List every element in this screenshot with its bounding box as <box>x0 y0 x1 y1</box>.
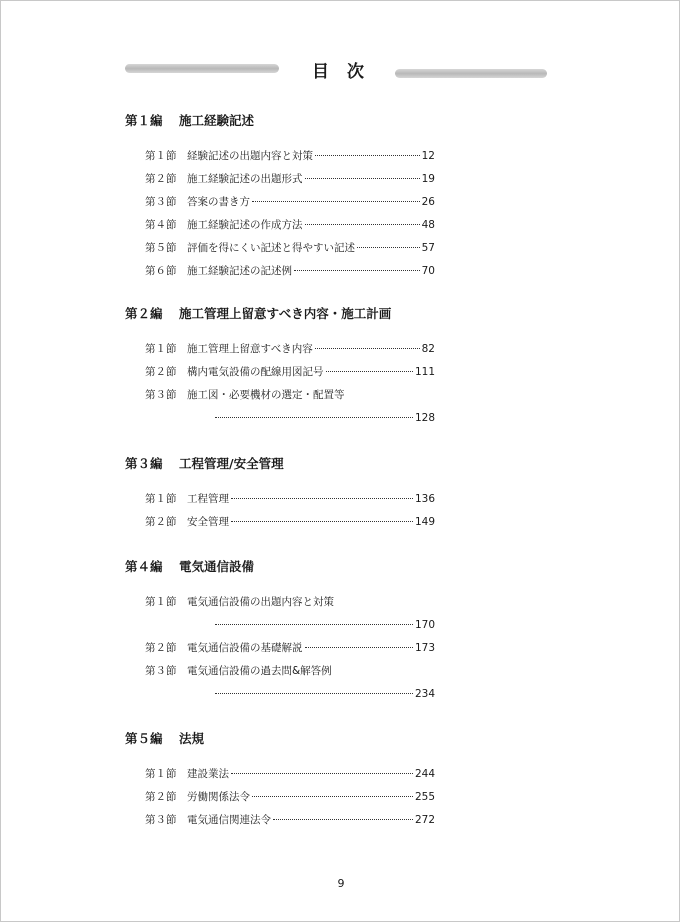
part-2 <box>125 304 445 430</box>
part-number: 第３編 <box>125 456 163 471</box>
section-number: 第１節 <box>145 343 177 355</box>
part-number: 第５編 <box>125 731 163 746</box>
page-ref: 12 <box>421 150 435 162</box>
part-5 <box>125 729 445 832</box>
section-number: 第２節 <box>145 642 177 654</box>
part-number: 第２編 <box>125 306 163 321</box>
section-title: 構内電気設備の配線用図記号 <box>187 366 324 378</box>
page-ref: 173 <box>414 642 435 654</box>
part-title: 法規 <box>179 731 205 746</box>
part-heading <box>125 729 445 749</box>
section-title: 労働関係法令 <box>187 791 250 803</box>
section-title: 電気通信設備の出題内容と対策 <box>187 596 334 608</box>
page-ref: 244 <box>414 768 435 780</box>
dot-leader <box>326 370 413 372</box>
section-title: 施工図・必要機材の選定・配置等 <box>187 389 345 401</box>
section-title: 施工経験記述の出題形式 <box>187 173 303 185</box>
page-ref: 272 <box>414 814 435 826</box>
section-number: 第２節 <box>145 516 177 528</box>
dot-leader <box>357 246 420 248</box>
toc-entry[interactable] <box>125 237 435 260</box>
title-decoration-left <box>125 64 279 73</box>
toc-entry[interactable] <box>125 338 435 361</box>
part-title: 施工経験記述 <box>179 113 255 128</box>
dot-leader <box>252 200 420 202</box>
section-title: 施工管理上留意すべき内容 <box>187 343 313 355</box>
section-title: 電気通信設備の基礎解説 <box>187 642 303 654</box>
section-title: 評価を得にくい記述と得やすい記述 <box>187 242 355 254</box>
toc-entry[interactable] <box>125 191 435 214</box>
page-ref: 128 <box>414 412 435 424</box>
section-number: 第３節 <box>145 665 177 677</box>
section-number: 第６節 <box>145 265 177 277</box>
dot-leader <box>215 416 413 418</box>
section-title: 安全管理 <box>187 516 229 528</box>
part-title: 電気通信設備 <box>179 559 255 574</box>
part-4 <box>125 557 445 706</box>
toc-entry-continuation[interactable] <box>125 683 435 706</box>
page-ref: 170 <box>414 619 435 631</box>
part-title: 施工管理上留意すべき内容・施工計画 <box>179 306 392 321</box>
section-title: 建設業法 <box>187 768 229 780</box>
dot-leader <box>273 818 413 820</box>
dot-leader <box>305 177 420 179</box>
section-title: 電気通信設備の過去問&解答例 <box>187 665 332 677</box>
toc-entry[interactable] <box>125 809 435 832</box>
toc-entry[interactable] <box>125 214 435 237</box>
section-number: 第１節 <box>145 596 177 608</box>
page-ref: 48 <box>421 219 435 231</box>
section-number: 第３節 <box>145 814 177 826</box>
page-ref: 111 <box>414 366 435 378</box>
page-ref: 234 <box>414 688 435 700</box>
page-ref: 82 <box>421 343 435 355</box>
section-title: 工程管理 <box>187 493 229 505</box>
section-number: 第２節 <box>145 791 177 803</box>
part-heading <box>125 111 445 131</box>
page-ref: 26 <box>421 196 435 208</box>
page-ref: 57 <box>421 242 435 254</box>
page-ref: 70 <box>421 265 435 277</box>
part-3 <box>125 454 445 534</box>
toc-entry[interactable] <box>125 591 435 614</box>
page-ref: 136 <box>414 493 435 505</box>
section-number: 第１節 <box>145 493 177 505</box>
toc-entry[interactable] <box>125 763 435 786</box>
dot-leader <box>215 692 413 694</box>
section-number: 第４節 <box>145 219 177 231</box>
dot-leader <box>315 347 420 349</box>
section-number: 第２節 <box>145 366 177 378</box>
page-ref: 149 <box>414 516 435 528</box>
dot-leader <box>252 795 413 797</box>
section-number: 第３節 <box>145 389 177 401</box>
part-title: 工程管理/安全管理 <box>179 456 284 471</box>
section-number: 第１節 <box>145 768 177 780</box>
dot-leader <box>231 772 413 774</box>
page-ref: 19 <box>421 173 435 185</box>
page-number: 9 <box>337 877 345 890</box>
toc-entry[interactable] <box>125 786 435 809</box>
dot-leader <box>215 623 413 625</box>
part-1 <box>125 111 445 283</box>
section-number: 第５節 <box>145 242 177 254</box>
toc-entry[interactable] <box>125 361 435 384</box>
section-number: 第１節 <box>145 150 177 162</box>
toc-header <box>1 57 680 87</box>
dot-leader <box>231 497 413 499</box>
dot-leader <box>294 269 420 271</box>
section-title: 経験記述の出題内容と対策 <box>187 150 313 162</box>
toc-entry[interactable] <box>125 488 435 511</box>
part-heading <box>125 454 445 474</box>
dot-leader <box>231 520 413 522</box>
toc-entry[interactable] <box>125 384 435 407</box>
toc-entry[interactable] <box>125 145 435 168</box>
title-decoration-right <box>395 69 547 78</box>
toc-entry[interactable] <box>125 260 435 283</box>
toc-entry[interactable] <box>125 168 435 191</box>
toc-title: 目 次 <box>312 62 370 82</box>
part-heading <box>125 304 445 324</box>
dot-leader <box>305 223 420 225</box>
toc-entry[interactable] <box>125 637 435 660</box>
part-heading <box>125 557 445 577</box>
section-title: 施工経験記述の記述例 <box>187 265 292 277</box>
section-title: 電気通信関連法令 <box>187 814 271 826</box>
toc-entry-continuation[interactable] <box>125 614 435 637</box>
toc-entry[interactable] <box>125 511 435 534</box>
dot-leader <box>315 154 420 156</box>
section-title: 施工経験記述の作成方法 <box>187 219 303 231</box>
section-number: 第３節 <box>145 196 177 208</box>
part-number: 第１編 <box>125 113 163 128</box>
section-title: 答案の書き方 <box>187 196 250 208</box>
dot-leader <box>305 646 413 648</box>
page-ref: 255 <box>414 791 435 803</box>
part-number: 第４編 <box>125 559 163 574</box>
toc-entry-continuation[interactable] <box>125 407 435 430</box>
toc-entry[interactable] <box>125 660 435 683</box>
section-number: 第２節 <box>145 173 177 185</box>
